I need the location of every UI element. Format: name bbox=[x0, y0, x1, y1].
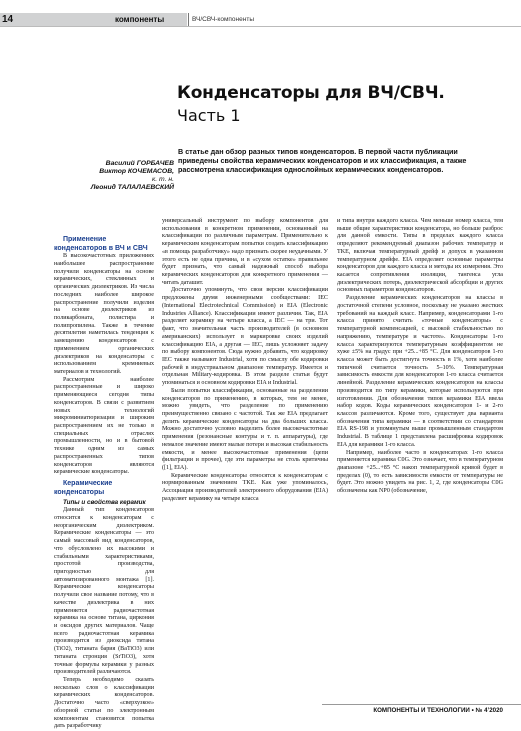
article-lead: В статье дан обзор разных типов конденсаторов. В первой части публикации приведены свойства керамических конденсаторов и их классификация, а также рассмотрена классификация однослойных керамических конденсаторов. bbox=[178, 147, 467, 175]
section-heading: Применение конденсаторов в ВЧ и СВЧ bbox=[54, 236, 148, 252]
paragraph: Рассмотрим наиболее распространенные и широко применяющиеся сегодня типы конденсаторов. В связи с развитием новых технологий микроминиатюризации и широким распространением их не только в специальных отраслях промышленности, но и в бытовой технике одним из самых распространенных типов конденсаторов являются керамические конденсаторы. bbox=[54, 376, 154, 476]
paragraph: универсальный инструмент по выбору компонентов для использования в конкретном применении, основанный на классификации по различным параметрам. Применительно к керамическим конденсаторам попытки создать классификацию «в помощь разработчику» надо признать скорее неудачными. У этого есть не одна причина, и в «сухом остатке» правильнее будет признать, что самый надежный способ выбора керамических конденсаторов для конкретного применения — читать даташит. bbox=[162, 218, 328, 286]
paragraph: Достаточно упомянуть, что свои версии классификации предложены двумя инженерными сообществами: IEC (International Electrotechnical Commission) и EIA (Electronic Industries Alliance). Классификации имеют различия. Так, EIA разделяет керамику на четыре класса, а IEC — на три. Тот факт, что значительная часть производителей (в основном американских) использует в маркировке своих изделий классификацию EIA, а другая — IEC, лишь усложняет задачу по выбору компонентов. Сюда нужно добавить, что кодировку IEC также называют Industrial, хотя по смыслу обе кодировки рабочей в индустриальном диапазоне температур. Имеется и отдельная Military-кодировка. В этом разделе статьи будут упоминаться и основном кодировки EIA и Industrial. bbox=[162, 287, 328, 387]
text-column-3 bbox=[337, 218, 503, 701]
paragraph: Теперь необходимо сказать несколько слов о классификации керамических конденсаторов. Достаточно часто «сверхузкое» обзорной статьи по электронным компонентам становится попытка дать разработчику bbox=[54, 677, 154, 730]
text-column-2 bbox=[162, 218, 328, 701]
header-rule bbox=[0, 26, 521, 27]
section-label: компоненты bbox=[115, 15, 165, 24]
paragraph: Керамические конденсаторы относятся к конденсаторам с нормированным значением TKE. Как уже упоминалось, Ассоциация производителей электронного оборудования (EIA) разделяет керамику на четыре класса bbox=[162, 472, 328, 502]
paragraph: В высокочастотных приложениях наибольшее распространение получили конденсаторы на основе керамических, стеклянных и органических диэлектриков. Из числа последних наиболее широкое распространение получили изделия на основе диэлектриков из поликарбоната, полистира и полипропилена. Также в течение десятилетия наметилась тенденция к замещению конденсаторов с применением органических диэлектриков на конденсаторы с использованием кремниевых материалов и технологий. bbox=[54, 253, 154, 375]
article-title-part: Часть 1 bbox=[177, 106, 241, 125]
header-divider bbox=[188, 13, 189, 26]
footer-rule bbox=[322, 704, 521, 705]
paragraph: и типа внутри каждого класса. Чем меньше номер класса, тем выше общие характеристики конденсатора, но больше разброс для данной емкости. Типы в пределах каждого класса определяют рекомендуемый диапазон рабочих температур и TKE, включая температурный дрейф и допуск в указанном температурном дрейфе. EIA определяет основные параметры конденсаторов для каждого класса и методы их измерения. Это касается сопротивления изоляции, тангенса угла диэлектрических потерь, диэлектрической абсорбции и других основных параметров конденсаторов. bbox=[337, 218, 503, 294]
journal-footer: КОМПОНЕНТЫ И ТЕХНОЛОГИИ • № 4’2020 bbox=[373, 707, 503, 714]
article-title: Конденсаторы для ВЧ/СВЧ. bbox=[177, 83, 445, 103]
paragraph: Разделение керамических конденсаторов на классы в достаточной степени условное, поскольку не указано жестких требований на каждый класс. Например, конденсаторами 1-го класса принято считать «точные конденсаторы» с температурной компенсацией, с высокой стабильностью по напряжению, температуре и частоте». Конденсаторы 1-го класса характеризуются температурным коэффициентом не хуже ±5% на градус при +25...+85 °C. Для конденсаторов 1-го класса может быть достигнута точность в 1%, хотя наиболее типичной считается точность 5–10%. Температурная зависимость емкости для конденсаторов 1-го класса считается линейной. Разделение керамических конденсаторов на классы производится по типу керамики, которые используются при изготовлении. Для обозначения типов керамики EIA ввела набор кодов. Коды керамических конденсаторов 1- и 2-го классов различаются. Кроме того, существует два варианта обозначения типа керамики — в соответствии со стандартом EIA RS-198 и упомянутым выше промышленным стандартом Industrial. В таблице 1 представлена расшифровка кодировок EIA для керамики 1-го класса. bbox=[337, 295, 503, 448]
section-heading: Керамические конденсаторы bbox=[54, 480, 113, 496]
text-column-1 bbox=[54, 236, 154, 730]
author-2: Виктор КОЧЕМАСОВ, bbox=[99, 168, 174, 175]
author-degree: к. т. н. bbox=[152, 176, 174, 183]
paragraph: Данный тип конденсаторов относится к конденсаторам с неорганическим диэлектриком. Керамические конденсаторы — это самый массовый вид конденсаторов, что обусловлено их высокими и стабильными характеристиками, простотой производства, пригодностью для автоматизированного монтажа [1]. Керамические конденсаторы получили свое название потому, что в качестве диэлектрика в них применяется радиочастотная керамика на основе титана, циркония и оксидов других материалов. Чаще всего радиочастотная керамика производится из диоксида титана (TiO2), титаната бария (BaTiO3) или титаната стронция (SrTiO3), хотя точные формулы керамики у разных производителей различаются. bbox=[54, 507, 154, 676]
author-1: Василий ГОРБАЧЕВ bbox=[105, 160, 174, 167]
paragraph: Были попытки классификации, основанные на разделении конденсаторов по применению, в которых, тем не менее, можно увидеть, что разделение по применению преимущественно связано с частотой. Так же EIA предлагает делить керамические конденсаторы на два больших класса. Можно достаточно условно выделить более высокочастотные применения (резонансные контуры и т. п. аппаратуры), где немалое значение имеют малые потери и высокая стабильность емкости, и менее высокочастотные применения (цепи фильтрации и прочее), где эти параметры не столь критичны ([1], EIA). bbox=[162, 387, 328, 471]
author-3: Леонид ТАЛАЛАЕВСКИЙ bbox=[90, 184, 174, 191]
subsection-heading: Типы и свойства керамик bbox=[63, 499, 146, 507]
paragraph: Например, наиболее часто в конденсаторах 1-го класса применяется керамика C0G. Это означает, что в температурном диапазоне +25...+85 °C накоп температурной кривой будет в пределах (0), то есть зависимости емкости от температуры не будет. Это можно увидеть на рис. 1, 2, где конденсаторы C0G обозначены как NP0 (обозначение, bbox=[337, 449, 503, 495]
subsection-label: ВЧ/СВЧ-компоненты bbox=[192, 16, 254, 23]
page-number: 14 bbox=[2, 14, 14, 25]
